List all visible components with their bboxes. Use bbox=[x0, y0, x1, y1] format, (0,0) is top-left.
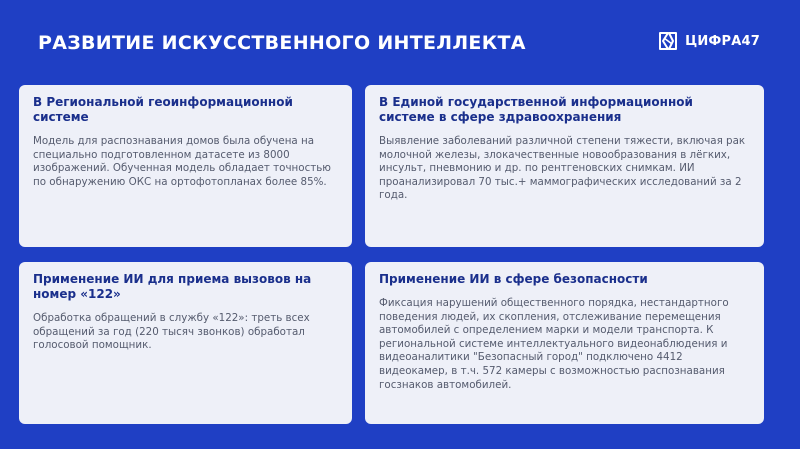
card-heading: В Региональной геоинформационной системе bbox=[33, 95, 293, 124]
slide-title: РАЗВИТИЕ ИСКУССТВЕННОГО ИНТЕЛЛЕКТА bbox=[38, 32, 526, 54]
card-security bbox=[365, 262, 764, 424]
logo bbox=[657, 30, 760, 52]
card-body: Модель для распознавания домов была обучена на специально подготовленном датасете из 8000 изображений. Обученная модель обладает точностью по обнаружению ОКС на ортофотопланах более 85%. bbox=[33, 135, 331, 188]
card-heading: Применение ИИ в сфере безопасности bbox=[379, 272, 648, 286]
card-heading: Применение ИИ для приема вызовов на номер «122» bbox=[33, 272, 312, 301]
card-body: Фиксация нарушений общественного порядка, нестандартного поведения людей, их скопления, отслеживание перемещения автомобилей с определением марки и модели транспорта. К региональной системе интеллектуального видеонаблюдения и видеоаналитики "Безопасный город" подключено 4412 видеокамер, в т.ч. 572 камеры с возможностью распознавания госзнаков автомобилей. bbox=[379, 297, 729, 391]
card-healthcare-system bbox=[365, 85, 764, 247]
logo-text: ЦИФРА47 bbox=[685, 33, 760, 49]
card-body: Обработка обращений в службу «122»: треть всех обращений за год (220 тысяч звонков) обработал голосовой помощник. bbox=[33, 312, 310, 352]
card-geoinformation-system bbox=[19, 85, 352, 247]
cifra47-logo-icon bbox=[657, 30, 679, 52]
card-122-calls bbox=[19, 262, 352, 424]
card-heading: В Единой государственной информационной системе в сфере здравоохранения bbox=[379, 95, 693, 124]
card-body: Выявление заболеваний различной степени тяжести, включая рак молочной железы, злокачественные новообразования в лёгких, инсульт, пневмонию и др. по рентгеновских снимкам. ИИ проанализировал 70 тыс.+ маммографических исследований за 2 года. bbox=[379, 135, 746, 202]
